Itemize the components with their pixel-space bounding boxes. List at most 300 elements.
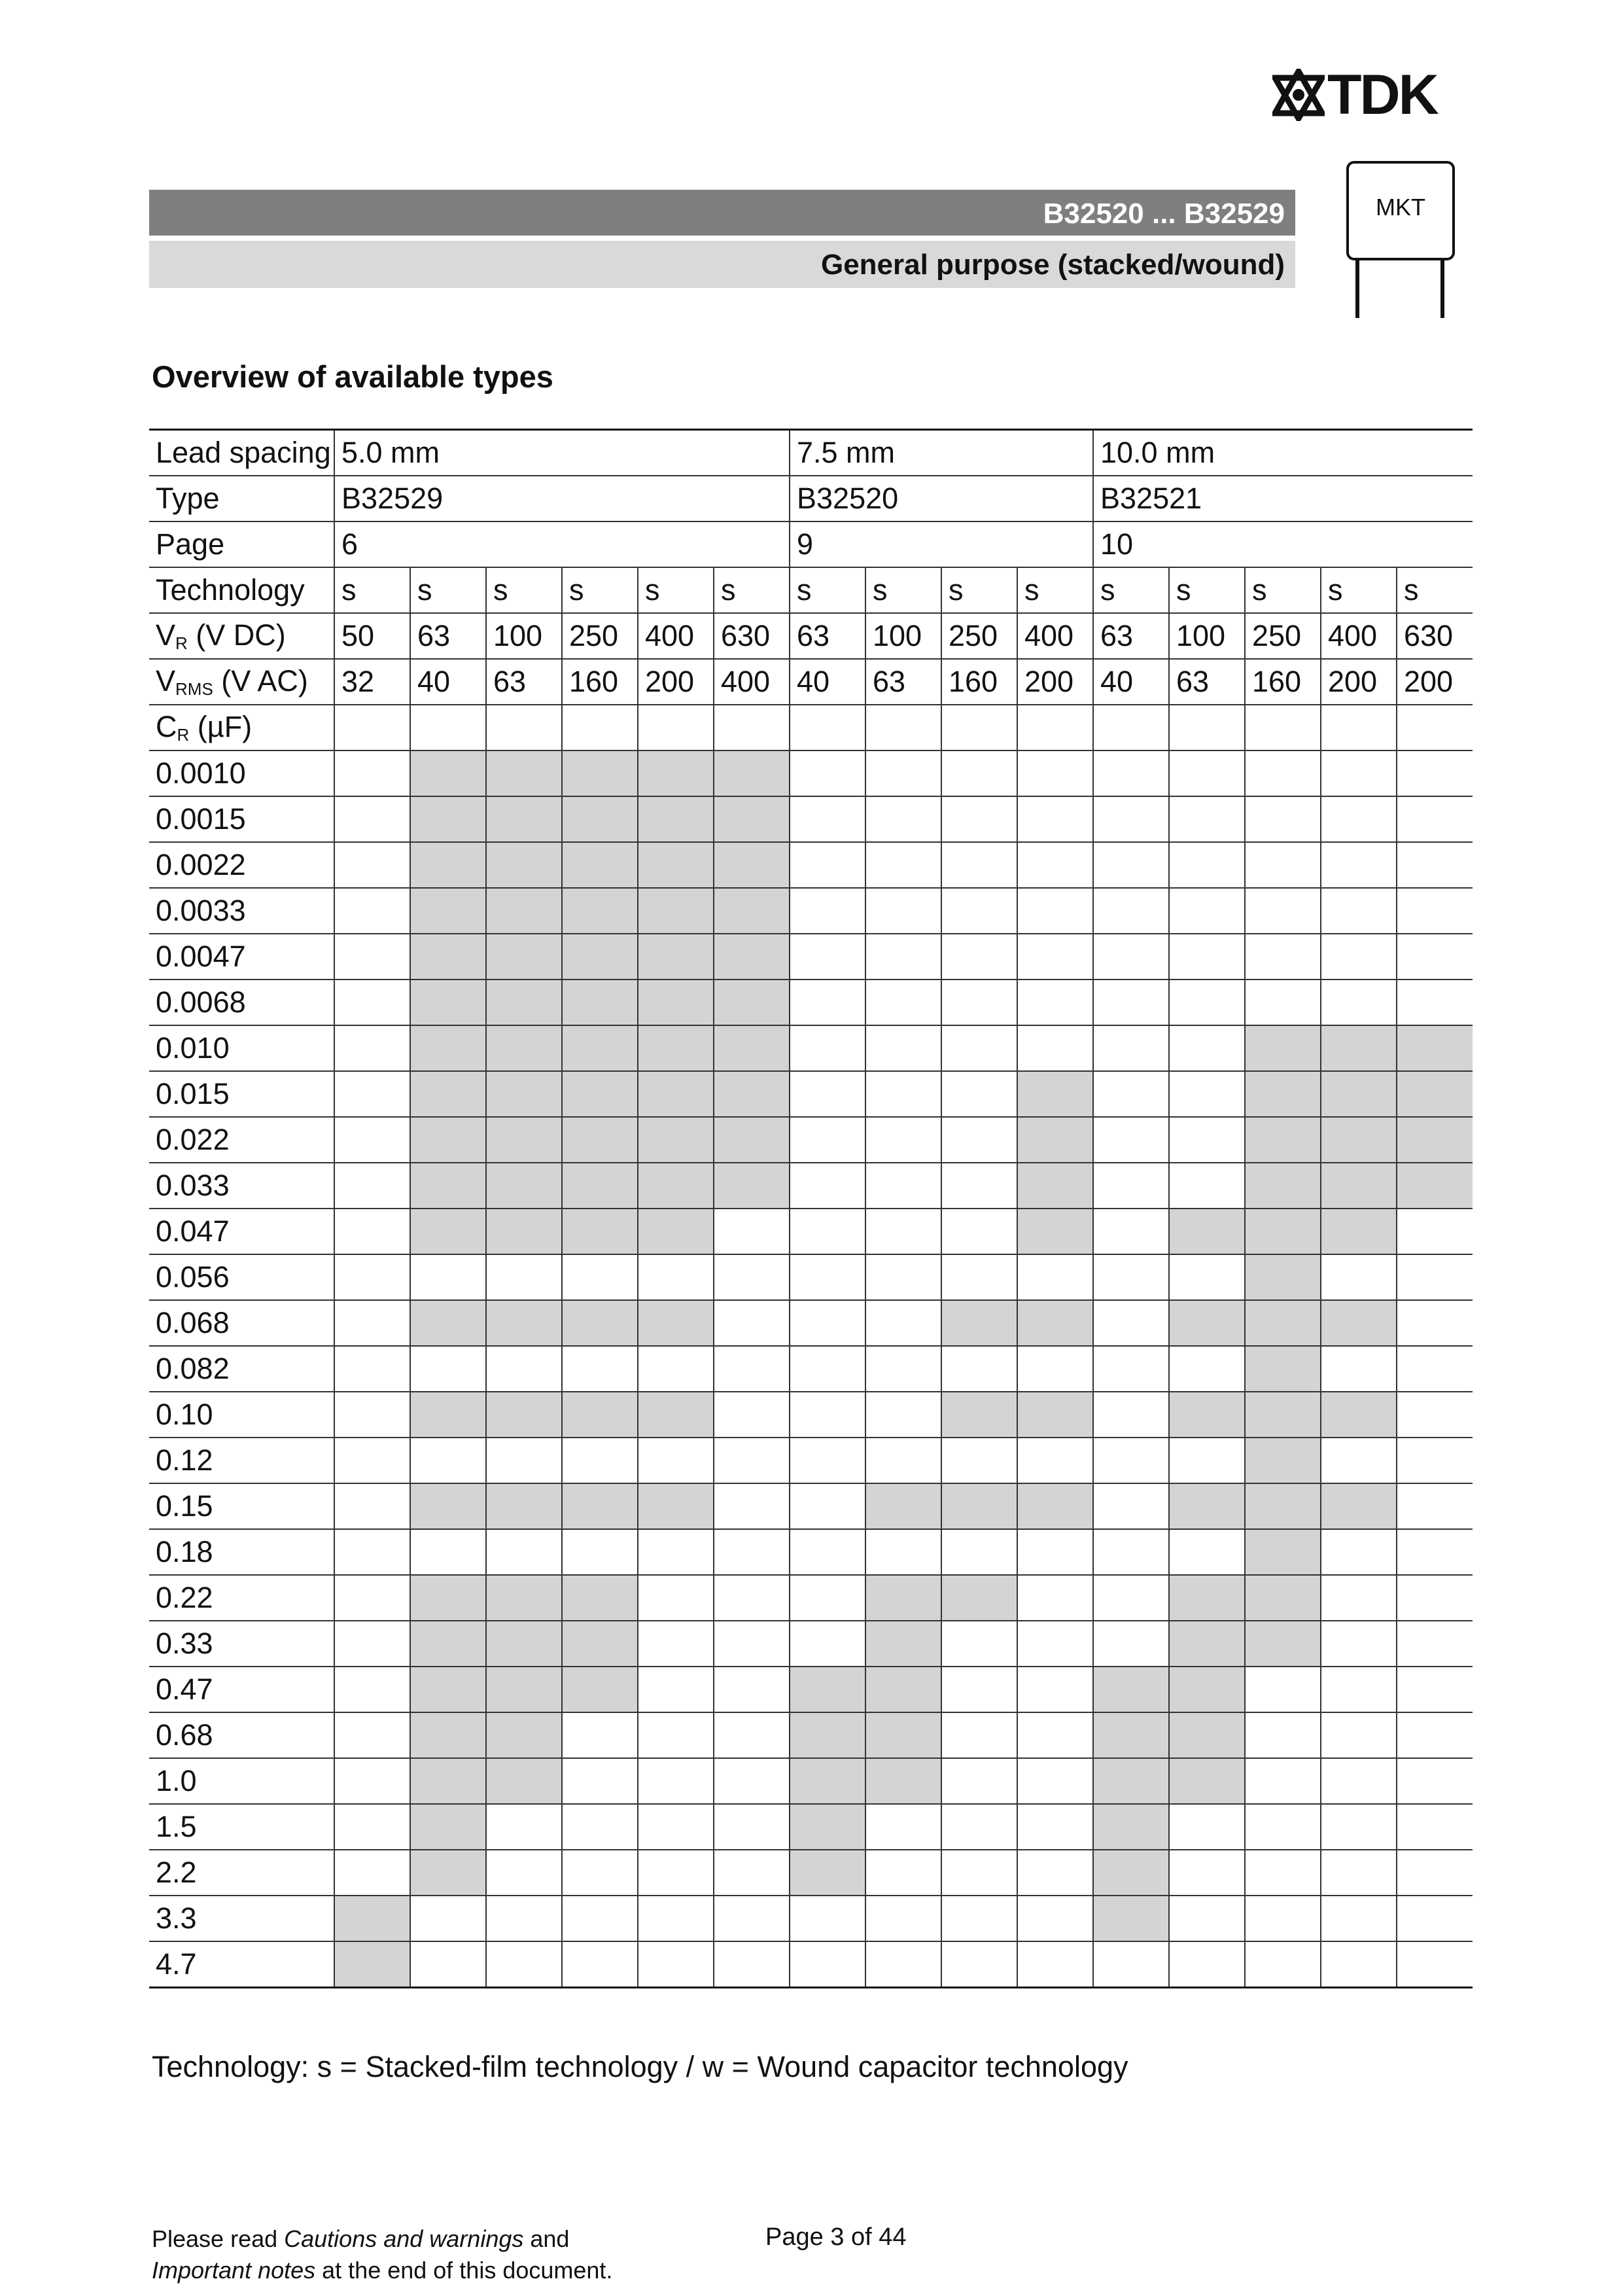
capacitance-row	[149, 1346, 1473, 1392]
available-cell	[638, 796, 714, 842]
unavailable-cell	[1017, 1254, 1093, 1300]
empty-cell	[486, 705, 562, 751]
unavailable-cell	[1093, 1117, 1169, 1163]
vr-value: 100	[1169, 613, 1245, 659]
vr-label-part: (V DC)	[187, 618, 286, 652]
unavailable-cell	[865, 934, 941, 980]
unavailable-cell	[1093, 1300, 1169, 1346]
unavailable-cell	[486, 1804, 562, 1850]
empty-cell	[1321, 705, 1397, 751]
unavailable-cell	[1017, 796, 1093, 842]
available-cell	[1245, 1529, 1321, 1575]
available-cell	[865, 1483, 941, 1529]
vrms-label-part: RMS	[175, 679, 213, 699]
available-cell	[1169, 1300, 1245, 1346]
unavailable-cell	[1169, 1117, 1245, 1163]
unavailable-cell	[1017, 751, 1093, 796]
unavailable-cell	[714, 1209, 790, 1254]
available-cell	[410, 934, 486, 980]
available-cell	[562, 980, 638, 1025]
available-cell	[1093, 1896, 1169, 1941]
available-cell	[410, 1483, 486, 1529]
available-cell	[1017, 1392, 1093, 1438]
unavailable-cell	[790, 1941, 865, 1988]
unavailable-cell	[714, 1850, 790, 1896]
unavailable-cell	[714, 1300, 790, 1346]
unavailable-cell	[334, 1483, 410, 1529]
unavailable-cell	[1321, 796, 1397, 842]
available-cell	[1397, 1025, 1473, 1071]
section-title: Overview of available types	[152, 359, 553, 394]
available-cell	[486, 1163, 562, 1209]
unavailable-cell	[1017, 1346, 1093, 1392]
capacitance-row	[149, 1392, 1473, 1438]
available-cell	[638, 934, 714, 980]
empty-cell	[865, 705, 941, 751]
unavailable-cell	[790, 1483, 865, 1529]
technology-row	[149, 567, 1473, 613]
unavailable-cell	[334, 1712, 410, 1758]
capacitance-value: 0.0015	[149, 796, 334, 842]
available-cell	[562, 888, 638, 934]
unavailable-cell	[1245, 1896, 1321, 1941]
unavailable-cell	[941, 1712, 1017, 1758]
unavailable-cell	[1245, 934, 1321, 980]
unavailable-cell	[334, 1575, 410, 1621]
available-cell	[1245, 1346, 1321, 1392]
unavailable-cell	[1017, 1712, 1093, 1758]
available-cell	[1321, 1071, 1397, 1117]
available-cell	[562, 934, 638, 980]
available-cell	[1321, 1483, 1397, 1529]
unavailable-cell	[1321, 1850, 1397, 1896]
available-cell	[941, 1392, 1017, 1438]
available-cell	[562, 1392, 638, 1438]
important-notes-link: Important notes	[152, 2257, 316, 2284]
available-cell	[1245, 1621, 1321, 1667]
capacitance-row	[149, 1896, 1473, 1941]
capacitance-value: 0.010	[149, 1025, 334, 1071]
available-cell	[486, 1209, 562, 1254]
available-cell	[410, 1392, 486, 1438]
capacitance-value: 4.7	[149, 1941, 334, 1988]
vr-value: 250	[1245, 613, 1321, 659]
unavailable-cell	[1017, 1025, 1093, 1071]
unavailable-cell	[638, 1712, 714, 1758]
vr-label-part: V	[156, 618, 176, 652]
capacitor-lead-right	[1440, 258, 1444, 318]
unavailable-cell	[790, 1254, 865, 1300]
unavailable-cell	[941, 1163, 1017, 1209]
vr-label	[149, 613, 334, 659]
unavailable-cell	[1397, 1254, 1473, 1300]
unavailable-cell	[941, 980, 1017, 1025]
available-cell	[410, 1209, 486, 1254]
unavailable-cell	[1093, 934, 1169, 980]
vr-value: 630	[1397, 613, 1473, 659]
unavailable-cell	[1093, 1163, 1169, 1209]
empty-cell	[1169, 705, 1245, 751]
unavailable-cell	[334, 1254, 410, 1300]
unavailable-cell	[334, 1667, 410, 1712]
unavailable-cell	[1169, 751, 1245, 796]
unavailable-cell	[1169, 1025, 1245, 1071]
available-cell	[714, 751, 790, 796]
unavailable-cell	[1093, 1071, 1169, 1117]
unavailable-cell	[941, 888, 1017, 934]
unavailable-cell	[790, 1300, 865, 1346]
vrms-value: 40	[790, 659, 865, 705]
capacitance-row	[149, 934, 1473, 980]
available-cell	[714, 1025, 790, 1071]
available-cell	[562, 1071, 638, 1117]
technology-value: s	[562, 567, 638, 613]
footer-text: Please read	[152, 2225, 285, 2252]
empty-cell	[1397, 705, 1473, 751]
unavailable-cell	[1321, 934, 1397, 980]
cr-label	[149, 705, 334, 751]
brand-logo	[1272, 63, 1492, 126]
unavailable-cell	[1169, 1438, 1245, 1483]
available-cell	[1017, 1300, 1093, 1346]
available-cell	[1397, 1071, 1473, 1117]
unavailable-cell	[1017, 1896, 1093, 1941]
unavailable-cell	[714, 1483, 790, 1529]
vr-value: 63	[790, 613, 865, 659]
type-value: B32521	[1093, 476, 1473, 521]
unavailable-cell	[1169, 1941, 1245, 1988]
capacitance-value: 0.0047	[149, 934, 334, 980]
mkt-badge: MKT	[1376, 194, 1425, 221]
unavailable-cell	[790, 1346, 865, 1392]
capacitance-value: 0.0010	[149, 751, 334, 796]
unavailable-cell	[1397, 1941, 1473, 1988]
unavailable-cell	[562, 1941, 638, 1988]
unavailable-cell	[1397, 1300, 1473, 1346]
available-cell	[1017, 1483, 1093, 1529]
unavailable-cell	[1397, 1712, 1473, 1758]
unavailable-cell	[1169, 1804, 1245, 1850]
capacitance-value: 0.022	[149, 1117, 334, 1163]
available-cell	[638, 1117, 714, 1163]
capacitance-row	[149, 980, 1473, 1025]
vrms-value: 63	[865, 659, 941, 705]
unavailable-cell	[1017, 1850, 1093, 1896]
available-cell	[1093, 1804, 1169, 1850]
unavailable-cell	[334, 1529, 410, 1575]
available-cell	[790, 1804, 865, 1850]
vr-row	[149, 613, 1473, 659]
unavailable-cell	[562, 1804, 638, 1850]
unavailable-cell	[1093, 796, 1169, 842]
unavailable-cell	[790, 1209, 865, 1254]
vrms-value: 32	[334, 659, 410, 705]
capacitor-lead-left	[1355, 258, 1359, 318]
available-cell	[638, 1209, 714, 1254]
unavailable-cell	[865, 1300, 941, 1346]
unavailable-cell	[1397, 751, 1473, 796]
vrms-value: 160	[1245, 659, 1321, 705]
unavailable-cell	[941, 751, 1017, 796]
unavailable-cell	[865, 1850, 941, 1896]
unavailable-cell	[1169, 980, 1245, 1025]
technology-label: Technology	[149, 567, 334, 613]
available-cell	[562, 842, 638, 888]
unavailable-cell	[410, 1941, 486, 1988]
unavailable-cell	[790, 1438, 865, 1483]
available-cell	[790, 1850, 865, 1896]
capacitance-value: 0.0033	[149, 888, 334, 934]
available-cell	[714, 980, 790, 1025]
available-cell	[486, 1575, 562, 1621]
unavailable-cell	[941, 1254, 1017, 1300]
available-cell	[1169, 1758, 1245, 1804]
available-cell	[714, 1117, 790, 1163]
cautions-link: Cautions and warnings	[284, 2225, 524, 2252]
brand-name: TDK	[1327, 63, 1437, 126]
capacitance-value: 1.5	[149, 1804, 334, 1850]
unavailable-cell	[790, 1621, 865, 1667]
unavailable-cell	[1017, 842, 1093, 888]
available-cell	[410, 1071, 486, 1117]
capacitance-row	[149, 1758, 1473, 1804]
capacitance-value: 1.0	[149, 1758, 334, 1804]
unavailable-cell	[638, 1758, 714, 1804]
capacitance-value: 0.033	[149, 1163, 334, 1209]
unavailable-cell	[638, 1438, 714, 1483]
available-cell	[1245, 1025, 1321, 1071]
unavailable-cell	[941, 1941, 1017, 1988]
available-cell	[410, 1850, 486, 1896]
capacitance-row	[149, 1804, 1473, 1850]
technology-value: s	[1397, 567, 1473, 613]
available-cell	[1321, 1300, 1397, 1346]
vrms-value: 63	[1169, 659, 1245, 705]
series-title: B32520 ... B32529	[1043, 198, 1285, 230]
unavailable-cell	[1397, 842, 1473, 888]
available-cell	[486, 1071, 562, 1117]
unavailable-cell	[941, 842, 1017, 888]
available-cell	[486, 1712, 562, 1758]
empty-cell	[1093, 705, 1169, 751]
unavailable-cell	[486, 1896, 562, 1941]
unavailable-cell	[1169, 1163, 1245, 1209]
unavailable-cell	[1245, 1804, 1321, 1850]
available-cell	[638, 1163, 714, 1209]
unavailable-cell	[1321, 751, 1397, 796]
available-cell	[1017, 1071, 1093, 1117]
vrms-value: 200	[1321, 659, 1397, 705]
unavailable-cell	[1245, 980, 1321, 1025]
unavailable-cell	[638, 1850, 714, 1896]
unavailable-cell	[334, 1621, 410, 1667]
unavailable-cell	[486, 1941, 562, 1988]
unavailable-cell	[1321, 888, 1397, 934]
available-cell	[486, 1667, 562, 1712]
capacitance-row	[149, 1483, 1473, 1529]
unavailable-cell	[1321, 1575, 1397, 1621]
cr-label-part: (µF)	[189, 710, 253, 743]
subtitle-bar	[149, 241, 1295, 288]
available-cell	[1093, 1667, 1169, 1712]
unavailable-cell	[865, 1804, 941, 1850]
unavailable-cell	[1093, 1483, 1169, 1529]
available-cell	[562, 751, 638, 796]
unavailable-cell	[1245, 1941, 1321, 1988]
available-cell	[562, 1300, 638, 1346]
capacitance-row	[149, 1163, 1473, 1209]
technology-value: s	[714, 567, 790, 613]
unavailable-cell	[790, 1163, 865, 1209]
unavailable-cell	[1245, 1712, 1321, 1758]
types-table	[149, 429, 1473, 1988]
available-cell	[562, 1483, 638, 1529]
unavailable-cell	[714, 1941, 790, 1988]
unavailable-cell	[1397, 796, 1473, 842]
available-cell	[638, 1025, 714, 1071]
unavailable-cell	[865, 1941, 941, 1988]
unavailable-cell	[1169, 842, 1245, 888]
unavailable-cell	[790, 1392, 865, 1438]
capacitance-row	[149, 1117, 1473, 1163]
vr-value: 400	[1321, 613, 1397, 659]
unavailable-cell	[486, 1438, 562, 1483]
available-cell	[1321, 1163, 1397, 1209]
available-cell	[1017, 1117, 1093, 1163]
technology-value: s	[486, 567, 562, 613]
unavailable-cell	[334, 1346, 410, 1392]
unavailable-cell	[562, 1438, 638, 1483]
vr-value: 100	[865, 613, 941, 659]
vrms-value: 40	[410, 659, 486, 705]
available-cell	[1169, 1392, 1245, 1438]
unavailable-cell	[865, 751, 941, 796]
available-cell	[410, 1300, 486, 1346]
unavailable-cell	[865, 796, 941, 842]
available-cell	[410, 1667, 486, 1712]
unavailable-cell	[1093, 1392, 1169, 1438]
capacitance-row	[149, 1712, 1473, 1758]
available-cell	[486, 888, 562, 934]
vrms-value: 160	[562, 659, 638, 705]
capacitance-value: 0.47	[149, 1667, 334, 1712]
unavailable-cell	[638, 1667, 714, 1712]
unavailable-cell	[638, 1621, 714, 1667]
available-cell	[638, 751, 714, 796]
unavailable-cell	[1017, 934, 1093, 980]
unavailable-cell	[790, 842, 865, 888]
unavailable-cell	[638, 1346, 714, 1392]
unavailable-cell	[1397, 1850, 1473, 1896]
available-cell	[1245, 1117, 1321, 1163]
technology-legend: Technology: s = Stacked-film technology / w = Wound capacitor technology	[152, 2050, 1128, 2083]
vrms-value: 63	[486, 659, 562, 705]
available-cell	[1245, 1575, 1321, 1621]
available-cell	[865, 1621, 941, 1667]
capacitance-row	[149, 1621, 1473, 1667]
unavailable-cell	[941, 1896, 1017, 1941]
unavailable-cell	[714, 1712, 790, 1758]
available-cell	[486, 1300, 562, 1346]
unavailable-cell	[790, 1896, 865, 1941]
available-cell	[1321, 1117, 1397, 1163]
capacitance-row	[149, 888, 1473, 934]
unavailable-cell	[638, 1896, 714, 1941]
unavailable-cell	[334, 1117, 410, 1163]
unavailable-cell	[941, 1346, 1017, 1392]
available-cell	[486, 1392, 562, 1438]
empty-cell	[941, 705, 1017, 751]
unavailable-cell	[334, 1850, 410, 1896]
unavailable-cell	[714, 1667, 790, 1712]
unavailable-cell	[486, 1254, 562, 1300]
unavailable-cell	[1245, 888, 1321, 934]
vrms-value: 400	[714, 659, 790, 705]
unavailable-cell	[562, 1529, 638, 1575]
unavailable-cell	[1321, 1712, 1397, 1758]
available-cell	[562, 1209, 638, 1254]
unavailable-cell	[1321, 1621, 1397, 1667]
unavailable-cell	[1321, 1941, 1397, 1988]
lead-spacing-value: 10.0 mm	[1093, 430, 1473, 476]
unavailable-cell	[865, 1025, 941, 1071]
vr-value: 100	[486, 613, 562, 659]
available-cell	[486, 1025, 562, 1071]
available-cell	[865, 1712, 941, 1758]
vrms-label	[149, 659, 334, 705]
vr-value: 400	[638, 613, 714, 659]
unavailable-cell	[1093, 1254, 1169, 1300]
unavailable-cell	[1017, 1758, 1093, 1804]
capacitance-value: 0.22	[149, 1575, 334, 1621]
unavailable-cell	[1093, 1209, 1169, 1254]
unavailable-cell	[1245, 751, 1321, 796]
vrms-value: 200	[1397, 659, 1473, 705]
unavailable-cell	[334, 751, 410, 796]
unavailable-cell	[790, 1529, 865, 1575]
unavailable-cell	[1169, 888, 1245, 934]
available-cell	[334, 1941, 410, 1988]
footer-text: and	[523, 2225, 570, 2252]
empty-cell	[790, 705, 865, 751]
available-cell	[1169, 1483, 1245, 1529]
capacitance-value: 0.10	[149, 1392, 334, 1438]
unavailable-cell	[941, 1850, 1017, 1896]
unavailable-cell	[1169, 1254, 1245, 1300]
capacitance-row	[149, 1254, 1473, 1300]
unavailable-cell	[562, 1850, 638, 1896]
unavailable-cell	[790, 1025, 865, 1071]
available-cell	[1017, 1163, 1093, 1209]
unavailable-cell	[486, 1850, 562, 1896]
unavailable-cell	[334, 1438, 410, 1483]
capacitance-row	[149, 1071, 1473, 1117]
unavailable-cell	[1093, 980, 1169, 1025]
lead-spacing-value: 5.0 mm	[334, 430, 790, 476]
unavailable-cell	[1321, 842, 1397, 888]
unavailable-cell	[941, 1667, 1017, 1712]
vr-value: 250	[562, 613, 638, 659]
unavailable-cell	[1169, 1071, 1245, 1117]
unavailable-cell	[1397, 1575, 1473, 1621]
unavailable-cell	[334, 1163, 410, 1209]
unavailable-cell	[1321, 1529, 1397, 1575]
available-cell	[1245, 1163, 1321, 1209]
capacitance-row	[149, 1209, 1473, 1254]
vr-value: 400	[1017, 613, 1093, 659]
unavailable-cell	[865, 1392, 941, 1438]
unavailable-cell	[334, 1804, 410, 1850]
